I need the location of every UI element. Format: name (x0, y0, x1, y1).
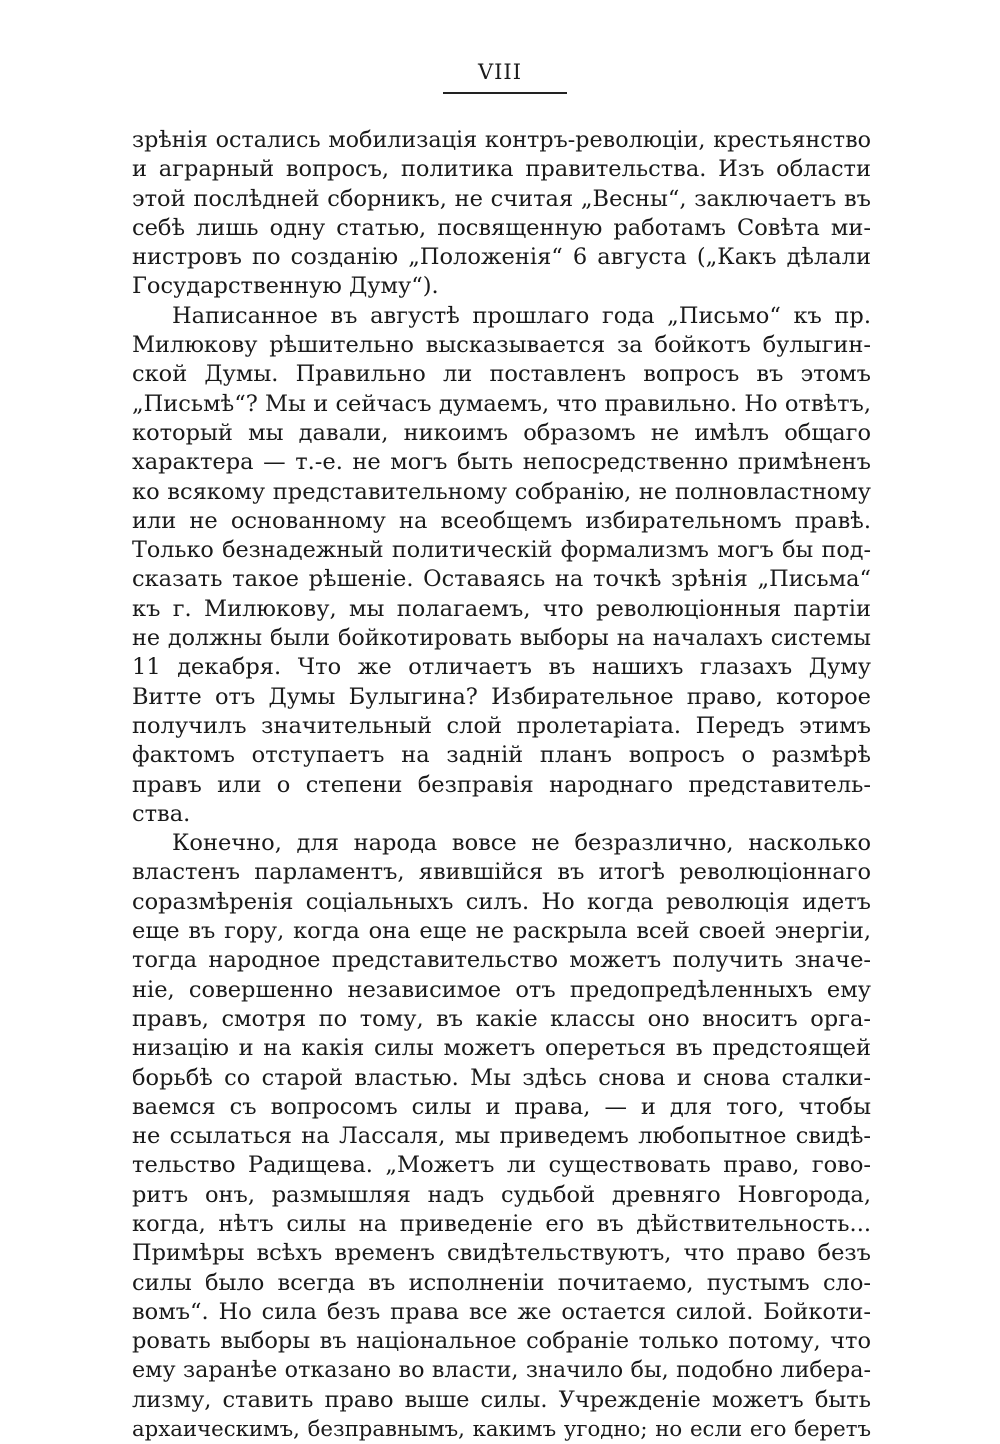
text-line: соразмѣренія соціальныхъ силъ. Но когда революція идетъ (132, 888, 871, 915)
text-line: Примѣры всѣхъ временъ свидѣтельствуютъ, что право безъ (132, 1240, 871, 1267)
text-line: Милюкову рѣшительно высказывается за бойкотъ булыгин- (132, 332, 871, 359)
text-line: ровать выборы въ національное собраніе только потому, что (132, 1328, 871, 1355)
text-line: Написанное въ августѣ прошлаго года „Письмо“ къ пр. (172, 302, 871, 329)
text-line: ему заранѣе отказано во власти, значило бы, подобно либера- (132, 1357, 871, 1384)
text-line: получилъ значительный слой пролетаріата. Передъ этимъ (132, 712, 871, 739)
text-line: правъ, смотря по тому, въ какіе классы оно вноситъ орга- (132, 1005, 871, 1032)
text-line: Только безнадежный политическій формализмъ могъ бы под- (132, 537, 871, 564)
text-line: къ г. Милюкову, мы полагаемъ, что революціонныя партіи (132, 595, 871, 622)
text-line: не должны были бойкотировать выборы на началахъ системы (132, 625, 871, 652)
text-line: борьбѣ со старой властью. Мы здѣсь снова и снова сталки- (132, 1064, 871, 1091)
text-line: правъ или о степени безправія народнаго представитель- (132, 771, 871, 798)
text-line: тогда народное представительство можетъ получить значе- (132, 947, 871, 974)
text-line: „Письмѣ“? Мы и сейчасъ думаемъ, что правильно. Но отвѣтъ, (132, 390, 871, 417)
text-line: 11 декабря. Что же отличаетъ въ нашихъ глазахъ Думу (132, 654, 871, 681)
text-line: ритъ онъ, размышляя надъ судьбой древняго Новгорода, (132, 1181, 871, 1208)
text-line: зрѣнія остались мобилизація контръ-революціи, крестьянство (132, 127, 871, 153)
text-line: когда, нѣтъ силы на приведеніе его въ дѣйствительность... (132, 1210, 871, 1237)
text-line: нистровъ по созданію „Положенія“ 6 августа („Какъ дѣлали (132, 244, 871, 271)
text-line: лизму, ставить право выше силы. Учрежденіе можетъ быть (132, 1386, 871, 1413)
text-line: фактомъ отступаетъ на задній планъ вопросъ о размѣрѣ (132, 742, 871, 769)
text-line: властенъ парламентъ, явившійся въ итогѣ революціоннаго (132, 859, 871, 886)
text-line: ко всякому представительному собранію, не полновластному (132, 478, 871, 505)
text-line: и аграрный вопросъ, политика правительства. Изъ области (132, 156, 871, 183)
text-line: низацію и на какія силы можетъ опереться въ предстоящей (132, 1035, 871, 1062)
text-line: характера — т.-е. не могъ быть непосредственно примѣненъ (132, 449, 871, 476)
text-line: не ссылаться на Лассаля, мы приведемъ любопытное свидѣ- (132, 1123, 871, 1150)
text-line: себѣ лишь одну статью, посвященную работамъ Совѣта ми- (132, 214, 871, 241)
text-line: Государственную Думу“). (132, 273, 439, 300)
text-line: еще въ гору, когда она еще не раскрыла всей своей энергіи, (132, 918, 871, 945)
text-line: этой послѣдней сборникъ, не считая „Весны“, заключаетъ въ (132, 185, 871, 212)
header-rule (443, 92, 567, 94)
text-line: архаическимъ, безправнымъ, какимъ угодно; но если его беретъ (132, 1417, 871, 1443)
text-line: Конечно, для народа вовсе не безразлично, насколько (172, 830, 871, 857)
page-number: VIII (477, 60, 523, 84)
text-line: ской Думы. Правильно ли поставленъ вопросъ въ этомъ (132, 361, 871, 388)
text-line: вомъ“. Но сила безъ права все же остается силой. Бойкоти- (132, 1298, 871, 1325)
text-line: тельство Радищева. „Можетъ ли существовать право, гово- (132, 1152, 871, 1179)
text-line: ніе, совершенно независимое отъ предопредѣленныхъ ему (132, 976, 871, 1003)
text-line: Витте отъ Думы Булыгина? Избирательное право, которое (132, 683, 871, 710)
body-text (132, 126, 871, 1444)
text-line: который мы давали, никоимъ образомъ не имѣлъ общаго (132, 419, 871, 446)
text-line: силы было всегда въ исполненіи почитаемо, пустымъ сло- (132, 1269, 871, 1296)
text-line: ваемся съ вопросомъ силы и права, — и для того, чтобы (132, 1093, 871, 1120)
text-line: сказать такое рѣшеніе. Оставаясь на точкѣ зрѣнія „Письма“ (132, 566, 871, 593)
text-line: или не основанному на всеобщемъ избирательномъ правѣ. (132, 507, 871, 534)
text-line: ства. (132, 800, 191, 827)
